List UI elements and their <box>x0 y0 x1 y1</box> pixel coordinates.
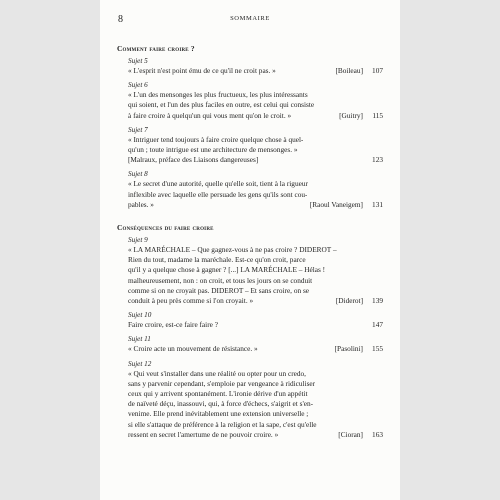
entry-source: [Pasolini] <box>334 344 363 354</box>
entry-text: comme si on ne croyait pas. DIDEROT – Et sans croire, on se <box>128 285 310 295</box>
entry-text: inflexible avec laquelle elle persuade les gens qu'ils sont cou- <box>128 189 308 199</box>
entry-source: [Cioran] <box>338 429 363 439</box>
entry-text: conduit à peu près comme si l'on croyait. » <box>128 296 254 306</box>
entry-page-number: 123 <box>372 155 383 165</box>
entry-text: « Croire acte un mouvement de résistance. » <box>128 344 258 354</box>
entry-text: « Intriguer tend toujours à faire croire quelque chose à quel- <box>128 134 304 144</box>
entry-line <box>128 320 383 330</box>
section-title: Conséquences du faire croire <box>117 223 214 233</box>
entry-line <box>128 430 383 440</box>
entry-label: Sujet 9 <box>128 236 148 245</box>
toc-entry <box>117 170 383 210</box>
entry-tail <box>363 155 383 165</box>
entry-text: malheureusement, non : on croit, et tous les jours on se conduit <box>128 275 313 285</box>
entry-label: Sujet 7 <box>128 125 148 134</box>
entry-text: sans y parvenir cependant, s'emploie par vengeance à ridiculiser <box>128 378 316 388</box>
entry-text: « Le secret d'une autorité, quelle qu'elle soit, tient à la rigueur <box>128 179 308 189</box>
entry-line <box>128 90 383 100</box>
entry-tail <box>335 111 383 121</box>
entry-page-number: 131 <box>372 199 383 209</box>
entry-tail <box>331 66 383 76</box>
entry-line <box>128 111 383 121</box>
entry-page-number: 139 <box>372 296 383 306</box>
entry-line <box>128 276 383 286</box>
entry-page-number: 147 <box>372 320 383 330</box>
table-of-contents <box>117 44 383 445</box>
entry-text: [Malraux, préface des Liaisons dangereuses] <box>128 155 259 165</box>
entry-label: Sujet 5 <box>128 57 148 65</box>
entry-line <box>128 245 383 255</box>
entry-line <box>128 369 383 379</box>
entry-text: qui soient, et l'un des plus faciles en outre, est celui qui consiste <box>128 100 315 110</box>
entry-source: [Guitry] <box>339 110 363 120</box>
page-header <box>118 14 382 26</box>
entry-text: de naïveté déçu, inassouvi, qui, à force d'échecs, s'aigrit et s'en- <box>128 399 314 409</box>
entry-tail <box>306 200 383 210</box>
entry-line <box>128 145 383 155</box>
entry-tail <box>334 430 383 440</box>
section-title: Comment faire croire ? <box>117 44 195 53</box>
entry-text: si elle s'attaque de préférence à la religion et la sape, c'est qu'elle <box>128 419 317 429</box>
entry-tail <box>363 320 383 330</box>
entry-page-number: 115 <box>372 110 383 120</box>
entry-text: ceux qui y arrivent spontanément. L'ironie dérive d'un appétit <box>128 389 308 399</box>
toc-entry <box>117 126 383 166</box>
entry-line <box>128 389 383 399</box>
entry-line <box>128 255 383 265</box>
entry-label: Sujet 6 <box>128 81 148 90</box>
entry-line <box>128 179 383 189</box>
entry-text: ressent en secret l'amertume de ne pouvoir croire. » <box>128 429 279 439</box>
entry-line <box>128 420 383 430</box>
entry-text: Rien du tout, madame la maréchale. Est-ce qu'on croit, parce <box>128 255 306 265</box>
entry-page-number: 155 <box>372 344 383 354</box>
entry-label: Sujet 8 <box>128 170 148 179</box>
toc-entry <box>117 311 383 330</box>
entry-text: « L'un des mensonges les plus fructueux, les plus intéressants <box>128 90 308 100</box>
entry-text: venime. Elle prend inévitablement une extension universelle ; <box>128 409 309 419</box>
toc-entry <box>117 335 383 354</box>
book-page <box>100 0 400 500</box>
page-number: 8 <box>118 14 123 25</box>
entry-line <box>128 379 383 389</box>
entry-tail <box>331 344 383 354</box>
entry-line <box>128 296 383 306</box>
entry-text: Faire croire, est-ce faire faire ? <box>128 320 218 330</box>
entry-line <box>128 409 383 419</box>
toc-entry <box>117 57 383 76</box>
entry-line <box>128 344 383 354</box>
entry-text: qu'un ; toute intrigue est une architecture de mensonges. » <box>128 145 298 155</box>
entry-label: Sujet 12 <box>128 359 152 368</box>
toc-entry <box>117 360 383 440</box>
entry-source: [Boileau] <box>335 66 363 75</box>
entry-line <box>128 265 383 275</box>
entry-line <box>128 286 383 296</box>
entry-line <box>128 135 383 145</box>
entry-line <box>128 399 383 409</box>
entry-line <box>128 100 383 110</box>
entry-tail <box>332 296 383 306</box>
entry-text: « LA MARÉCHALE – Que gagnez-vous à ne pas croire ? DIDEROT – <box>128 245 337 255</box>
entry-line <box>128 155 383 165</box>
entry-line <box>128 66 383 76</box>
entry-label: Sujet 10 <box>128 311 152 320</box>
entry-text: à faire croire à quelqu'un qui vous ment qu'on le croit. » <box>128 110 292 120</box>
entry-source: [Diderot] <box>335 296 363 306</box>
entry-text: qu'il y a quelque chose à gagner ? [...] LA MARÉCHALE – Hélas ! <box>128 265 326 275</box>
entry-text: pables. » <box>128 199 154 209</box>
entry-text: « L'esprit n'est point ému de ce qu'il ne croit pas. » <box>128 66 276 75</box>
entry-line <box>128 200 383 210</box>
entry-source: [Raoul Vaneigem] <box>309 199 363 209</box>
entry-page-number: 107 <box>372 66 383 75</box>
entry-line <box>128 190 383 200</box>
entry-page-number: 163 <box>372 429 383 439</box>
running-title: SOMMAIRE <box>230 15 270 22</box>
toc-entry <box>117 236 383 306</box>
toc-entry <box>117 81 383 121</box>
entry-text: « Qui veut s'installer dans une réalité ou opter pour un credo, <box>128 368 307 378</box>
entry-label: Sujet 11 <box>128 335 151 344</box>
